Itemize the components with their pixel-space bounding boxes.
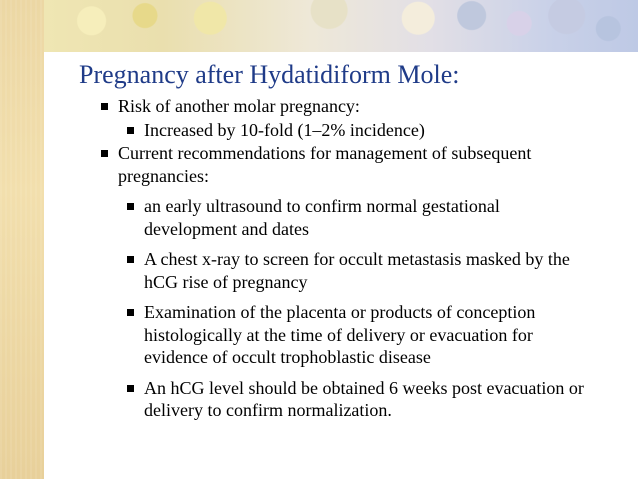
bullet-recommendations [96, 142, 596, 187]
sub-bullet-placenta-exam [96, 301, 596, 369]
bullet-text: Risk of another molar pregnancy: [118, 96, 360, 116]
square-bullet-icon [127, 203, 134, 210]
sub-bullet-increase [96, 119, 596, 142]
square-bullet-icon [127, 256, 134, 263]
square-bullet-icon [127, 385, 134, 392]
bullet-text: A chest x-ray to screen for occult metastasis masked by the hCG rise of pregnancy [144, 249, 570, 292]
bullet-text: Increased by 10-fold (1–2% incidence) [144, 119, 425, 140]
bullet-text: an early ultrasound to confirm normal gestational development and dates [144, 196, 500, 239]
sub-bullet-hcg-level [96, 377, 596, 422]
top-floral-banner [44, 0, 638, 52]
bullet-text: Examination of the placenta or products of conception histologically at the time of delivery or evacuation for evidence of occult trophoblastic disease [144, 302, 536, 367]
square-bullet-icon [101, 103, 108, 110]
square-bullet-icon [127, 309, 134, 316]
slide-body [96, 95, 596, 423]
slide-title: Pregnancy after Hydatidiform Mole: [79, 60, 460, 89]
left-decorative-strip [0, 0, 44, 479]
bullet-risk [96, 95, 596, 118]
square-bullet-icon [127, 127, 134, 134]
bullet-text: Current recommendations for management of subsequent pregnancies: [118, 143, 532, 186]
sub-bullet-ultrasound [96, 195, 596, 240]
bullet-text: An hCG level should be obtained 6 weeks post evacuation or delivery to confirm normalization. [144, 377, 584, 420]
sub-bullet-chest-xray [96, 248, 596, 293]
square-bullet-icon [101, 150, 108, 157]
